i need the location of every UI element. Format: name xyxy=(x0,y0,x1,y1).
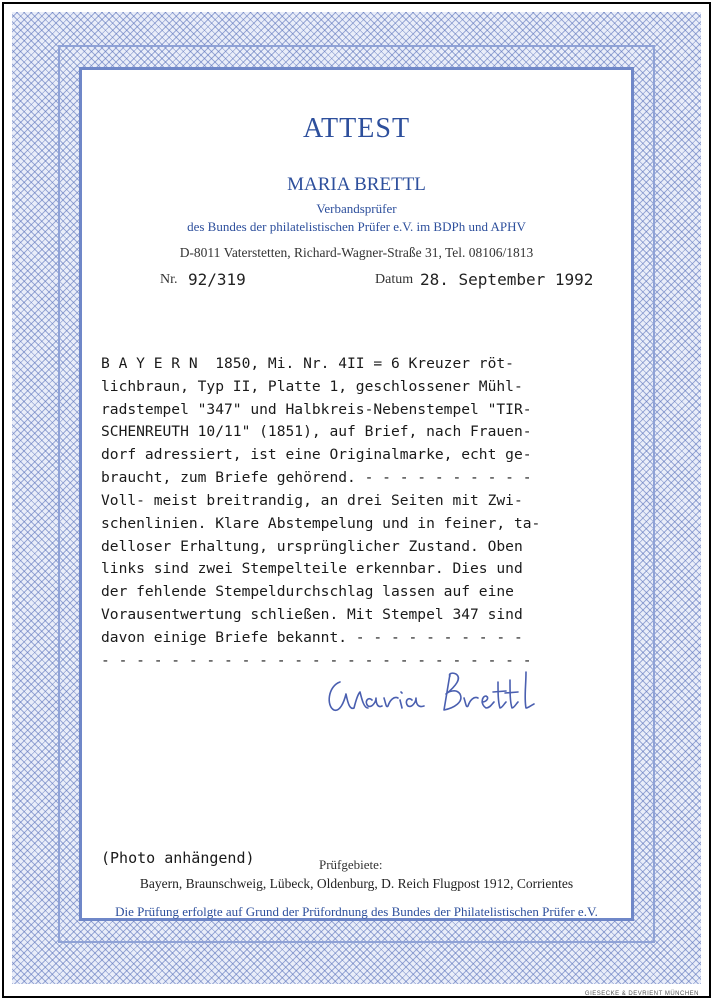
certificate-title: ATTEST xyxy=(302,113,411,144)
certificate-date: 28. September 1992 xyxy=(420,270,594,289)
description-line: radstempel "347" und Halbkreis-Nebenstempel "TIR- xyxy=(101,400,532,418)
date-label: Datum xyxy=(375,272,414,287)
description-paragraph xyxy=(101,353,621,490)
condition-line: - - - - - - - - - - - - - - - - - - - - - - - - - xyxy=(101,651,532,669)
examiner-address: D-8011 Vaterstetten, Richard-Wagner-Straße 31, Tel. 08106/1813 xyxy=(179,245,534,260)
handwritten-signature xyxy=(322,664,562,724)
condition-line: delloser Erhaltung, ursprünglicher Zustand. Oben xyxy=(101,537,523,555)
condition-paragraph xyxy=(101,490,621,672)
examination-areas: Bayern, Braunschweig, Lübeck, Oldenburg, D. Reich Flugpost 1912, Corrientes xyxy=(139,876,574,891)
description-line: B A Y E R N 1850, Mi. Nr. 4II = 6 Kreuzer röt- xyxy=(101,355,514,372)
condition-line: links sind zwei Stempelteile erkennbar. Dies und xyxy=(101,560,523,578)
footer-statement: Die Prüfung erfolgte auf Grund der Prüfordnung des Bundes der Philatelistischen Prüfer e.V. xyxy=(115,904,598,919)
condition-line: der fehlende Stempeldurchschlag lassen auf eine xyxy=(101,583,514,601)
description-line: lichbraun, Typ II, Platte 1, geschlossener Mühl- xyxy=(101,377,523,395)
condition-line: schenlinien. Klare Abstempelung und in feiner, ta- xyxy=(101,514,541,532)
condition-line: Voll- meist breitrandig, an drei Seiten mit Zwi- xyxy=(101,492,523,509)
examiner-name: MARIA BRETTL xyxy=(287,174,426,195)
printer-mark: GIESECKE & DEVRIENT MÜNCHEN xyxy=(584,991,699,997)
condition-line: Vorausentwertung schließen. Mit Stempel 347 sind xyxy=(101,605,523,623)
certificate-number: 92/319 xyxy=(188,270,246,289)
description-line: dorf adressiert, ist eine Originalmarke, echt ge- xyxy=(101,446,532,464)
description-line: SCHENREUTH 10/11" (1851), auf Brief, nach Frauen- xyxy=(101,423,532,441)
condition-line: davon einige Briefe bekannt. - - - - - - - - - - xyxy=(101,628,523,646)
description-line: braucht, zum Briefe gehörend. - - - - - - - - - - xyxy=(101,468,532,486)
number-label: Nr. xyxy=(160,272,178,287)
examination-areas-title: Prüfgebiete: xyxy=(319,857,383,872)
photo-note: (Photo anhängend) xyxy=(101,849,255,867)
examiner-role: Verbandsprüfer xyxy=(316,201,397,216)
examiner-organization: des Bundes der philatelistischen Prüfer e.V. im BDPh und APHV xyxy=(187,219,526,234)
